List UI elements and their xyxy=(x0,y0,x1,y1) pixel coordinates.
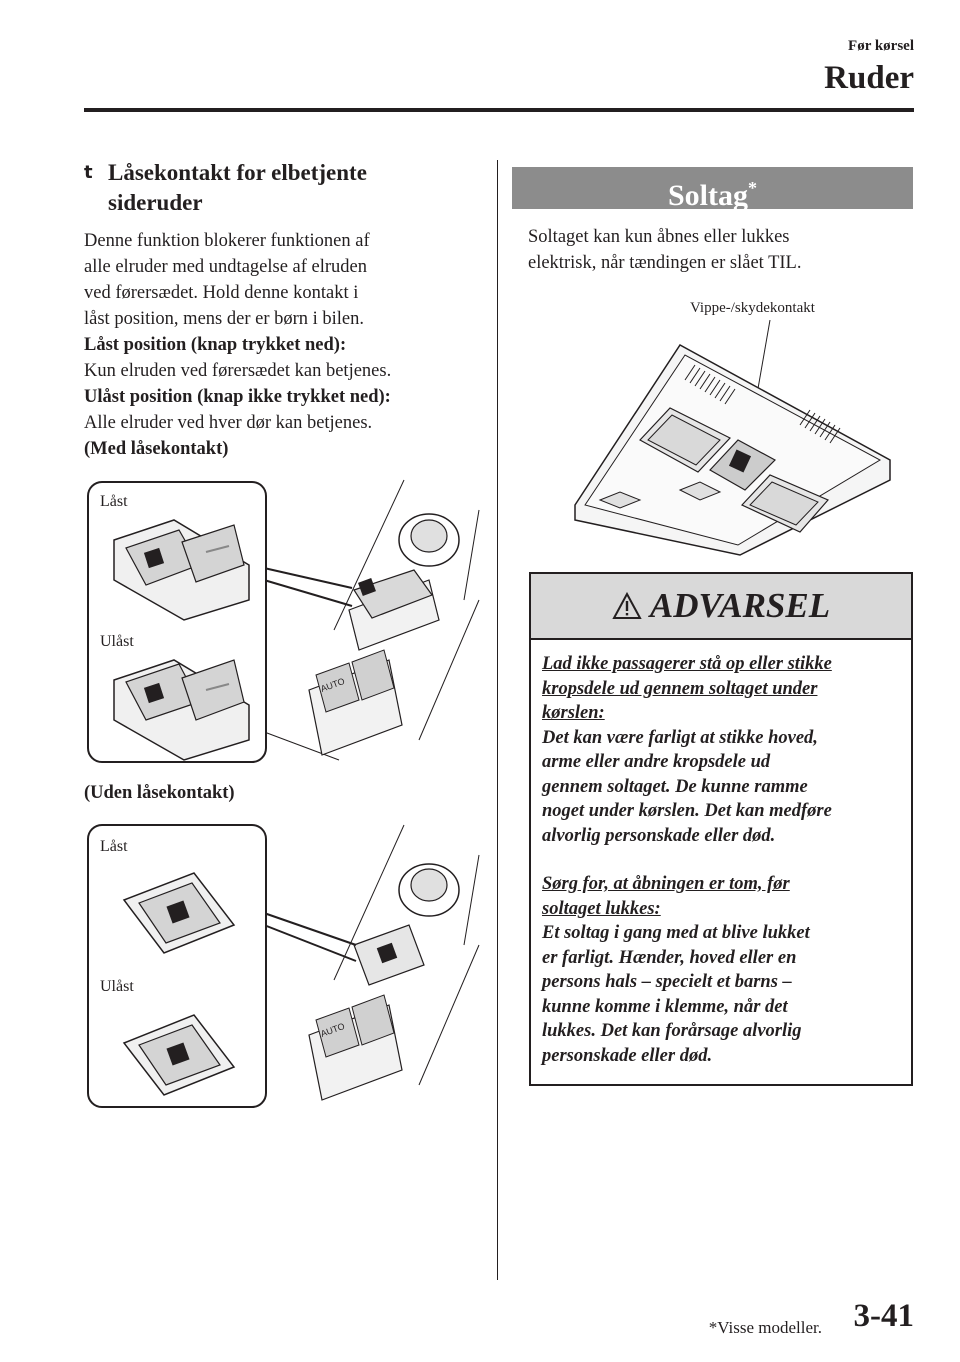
warning-underlined-line: soltaget lukkes: xyxy=(542,898,661,919)
chapter-title: Ruder xyxy=(824,60,914,96)
with-switch-caption: (Med låsekontakt) xyxy=(84,439,229,459)
locked-text: Kun elruden ved førersædet kan betjenes. xyxy=(84,361,392,381)
warning-line: personskade eller død. xyxy=(542,1045,713,1066)
banner-title: Soltag xyxy=(667,179,748,212)
warning-line: persons hals – specielt et barns – xyxy=(542,972,792,992)
figure-with-lock-switch xyxy=(84,470,484,770)
locked-heading: Låst position (knap trykket ned): xyxy=(84,335,347,355)
warning-line: gennem soltaget. De kunne ramme xyxy=(542,776,808,797)
intro-line-1: Soltaget kan kun åbnes eller lukkes xyxy=(528,227,790,247)
unlocked-text: Alle elruder ved hver dør kan betjenes. xyxy=(84,413,373,433)
heading-line-2: sideruder xyxy=(108,190,203,215)
para-line: alle elruder med undtagelse af elruden xyxy=(84,257,368,277)
header-rule xyxy=(84,108,914,112)
sunroof-switch-figure xyxy=(560,320,900,560)
warning-line: lukkes. Det kan forårsage alvorlig xyxy=(542,1021,802,1041)
warning-underlined-line: kørslen: xyxy=(542,703,605,723)
para-line: ved førersædet. Hold denne kontakt i xyxy=(84,283,359,303)
section-title: Før kørsel xyxy=(848,38,914,54)
page-number: 3-41 xyxy=(853,1298,914,1334)
figure-without-lock-switch xyxy=(84,815,484,1115)
warning-body xyxy=(542,652,902,1068)
warning-line: alvorlig personskade eller død. xyxy=(542,825,776,846)
warning-title: ADVARSEL xyxy=(649,586,831,625)
footnote: *Visse modeller. xyxy=(708,1318,822,1337)
section-heading xyxy=(84,158,484,218)
auto-label: AUTO xyxy=(319,675,347,694)
para-line: Denne funktion blokerer funktionen af xyxy=(84,231,370,251)
without-switch-caption: (Uden låsekontakt) xyxy=(84,783,235,803)
unlocked-label: Ulåst xyxy=(100,978,134,995)
warning-line: er farligt. Hænder, hoved eller en xyxy=(542,947,797,968)
soltag-banner xyxy=(512,167,913,212)
soltag-intro xyxy=(528,224,913,276)
locked-label: Låst xyxy=(100,493,128,510)
auto-label: AUTO xyxy=(319,1020,347,1039)
locked-label: Låst xyxy=(100,838,128,855)
unlocked-label: Ulåst xyxy=(100,633,134,650)
warning-underlined-line: Sørg for, at åbningen er tom, før xyxy=(542,874,790,894)
banner-footnote-mark: * xyxy=(748,178,757,198)
body-paragraph xyxy=(84,228,479,462)
warning-line: kunne komme i klemme, når det xyxy=(542,996,788,1017)
heading-line-1: Låsekontakt for elbetjente xyxy=(108,160,367,185)
intro-line-2: elektrisk, når tændingen er slået TIL. xyxy=(528,253,802,273)
warning-underlined-line: kropsdele ud gennem soltaget under xyxy=(542,678,818,699)
para-line: låst position, mens der er børn i bilen. xyxy=(84,309,365,329)
warning-box xyxy=(529,572,913,1086)
warning-triangle-icon xyxy=(612,592,642,620)
warning-line: arme eller andre kropsdele ud xyxy=(542,752,771,772)
tilt-slide-switch-label: Vippe-/skydekontakt xyxy=(690,300,815,316)
column-divider xyxy=(497,160,498,1280)
warning-line: Et soltag i gang med at blive lukket xyxy=(542,923,810,943)
warning-underlined-line: Lad ikke passagerer stå op eller stikke xyxy=(542,654,832,674)
unlocked-heading: Ulåst position (knap ikke trykket ned): xyxy=(84,387,391,407)
warning-line: noget under kørslen. Det kan medføre xyxy=(542,801,832,821)
bullet-icon: t xyxy=(84,162,93,183)
warning-line: Det kan være farligt at stikke hoved, xyxy=(542,727,818,748)
warning-header xyxy=(531,574,911,640)
